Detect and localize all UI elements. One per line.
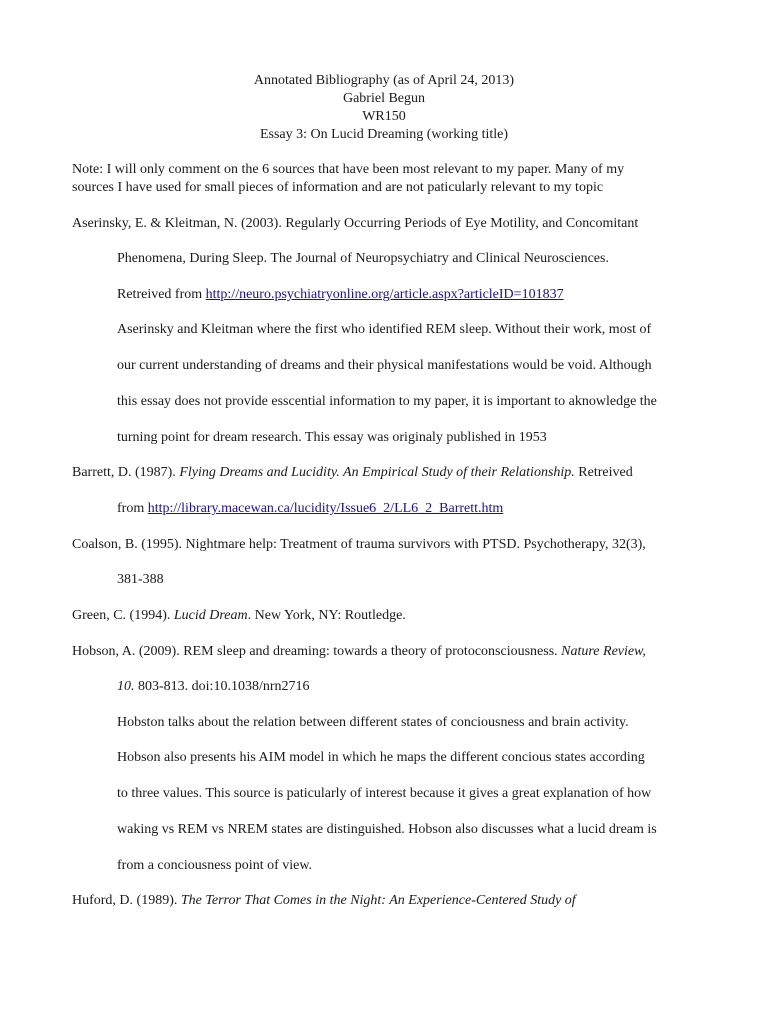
document-title: Annotated Bibliography (as of April 24, 2013)	[253, 73, 515, 88]
annotation-hobson-line-4: waking vs REM vs NREM states are distinguished. Hobson also discusses what a lucid dream is	[117, 822, 657, 837]
document-header	[0, 72, 768, 144]
hobson-journal: Nature Review,	[561, 644, 646, 659]
retrieved-label: Retreived from	[117, 287, 206, 302]
barrett-url-link[interactable]: http://library.macewan.ca/lucidity/Issue6_2/LL6_2_Barrett.htm	[147, 501, 504, 516]
citation-aserinsky-line-1: Aserinsky, E. & Kleitman, N. (2003). Regularly Occurring Periods of Eye Motility, and Concomitant	[72, 216, 639, 231]
green-author: Green, C. (1994).	[72, 608, 174, 623]
annotation-hobson-line-2: Hobson also presents his AIM model in which he maps the different concious states according	[117, 750, 645, 765]
annotation-hobson-line-1: Hobston talks about the relation between different states of conciousness and brain activity.	[117, 715, 629, 730]
annotation-aserinsky-line-2: our current understanding of dreams and their physical manifestations would be void. Although	[117, 358, 652, 373]
citation-aserinsky-retrieved	[117, 286, 564, 304]
huford-author: Huford, D. (1989).	[72, 893, 181, 908]
barrett-title: Flying Dreams and Lucidity. An Empirical Study of their Relationship.	[179, 465, 575, 480]
aserinsky-url-link[interactable]: http://neuro.psychiatryonline.org/article.aspx?articleID=101837	[205, 287, 564, 302]
huford-title: The Terror That Comes in the Night: An Experience-Centered Study of	[180, 893, 576, 908]
green-suffix: . New York, NY: Routledge.	[247, 608, 406, 623]
citation-green	[72, 607, 406, 625]
hobson-volume: 10.	[117, 679, 135, 694]
from-label: from	[117, 501, 148, 516]
course-code: WR150	[362, 109, 406, 124]
note-line-2: sources I have used for small pieces of information and are not paticularly relevant to my topic	[72, 180, 604, 195]
citation-huford-line-1	[72, 892, 576, 910]
barrett-suffix: Retreived	[574, 465, 633, 480]
annotation-hobson-line-5: from a conciousness point of view.	[117, 858, 313, 873]
citation-barrett-line-1	[72, 464, 633, 482]
hobson-author-title: Hobson, A. (2009). REM sleep and dreaming: towards a theory of protoconsciousness.	[72, 644, 562, 659]
note-line-1: Note: I will only comment on the 6 sources that have been most relevant to my paper. Many of my	[72, 162, 625, 177]
citation-hobson-line-1	[72, 643, 646, 661]
essay-title: Essay 3: On Lucid Dreaming (working title)	[259, 127, 509, 142]
citation-aserinsky-line-2: Phenomena, During Sleep. The Journal of Neuropsychiatry and Clinical Neurosciences.	[117, 251, 609, 266]
annotation-aserinsky-line-3: this essay does not provide esscential information to my paper, it is important to aknowledge the	[117, 394, 657, 409]
author-name: Gabriel Begun	[342, 91, 426, 106]
citation-barrett-line-2	[117, 500, 503, 518]
barrett-author: Barrett, D. (1987).	[72, 465, 180, 480]
hobson-pages-doi: 803-813. doi:10.1038/nrn2716	[134, 679, 310, 694]
annotation-aserinsky-line-4: turning point for dream research. This essay was originaly published in 1953	[117, 430, 547, 445]
annotation-hobson-line-3: to three values. This source is paticularly of interest because it gives a great explanation of how	[117, 786, 652, 801]
citation-coalson-line-1: Coalson, B. (1995). Nightmare help: Treatment of trauma survivors with PTSD. Psychotherapy, 32(3),	[72, 537, 646, 552]
citation-hobson-line-2	[117, 678, 310, 696]
green-title: Lucid Dream	[173, 608, 248, 623]
annotation-aserinsky-line-1: Aserinsky and Kleitman where the first who identified REM sleep. Without their work, most of	[117, 322, 652, 337]
citation-coalson-line-2: 381-388	[117, 572, 164, 587]
